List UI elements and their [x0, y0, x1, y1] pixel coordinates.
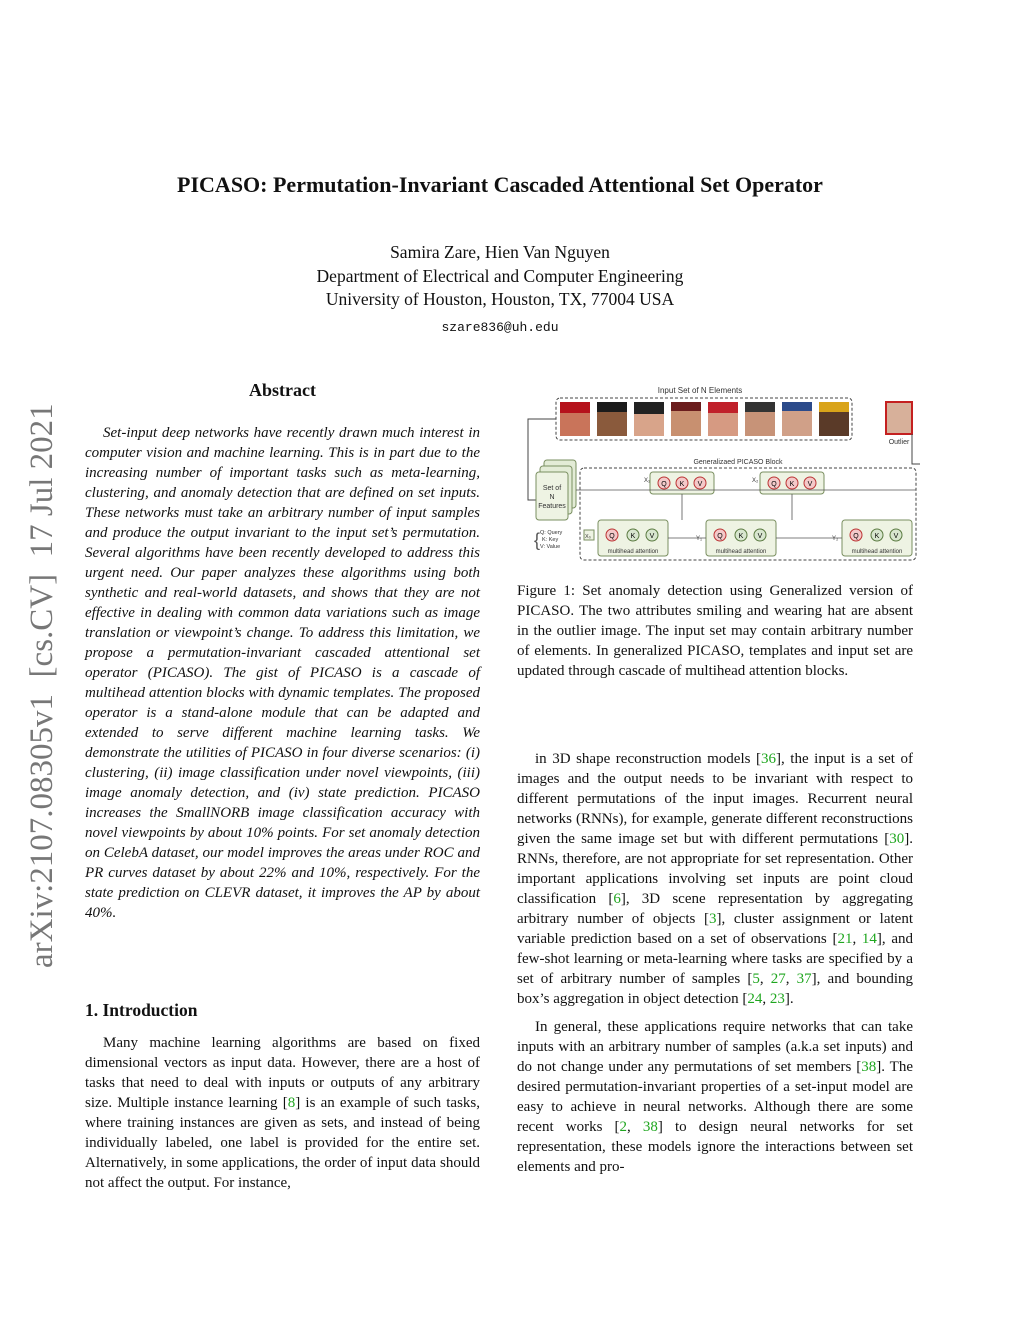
- text-segment: ]. The desired permutation-invariant properties of a set-input model are easy to achieve in neural networks. Although there are some recent works [: [517, 1059, 914, 1135]
- author-email[interactable]: szare836@uh.edu: [441, 319, 559, 335]
- svg-text:Q: Q: [771, 481, 777, 488]
- abstract-heading: Abstract: [249, 380, 316, 400]
- text-segment: ,: [759, 971, 771, 987]
- figure-1-caption: Figure 1: Set anomaly detection using Generalized version of PICASO. The two attributes smiling and wearing hat are absent in the outlier image. The input set may contain arbitrary number of elements. In generalized PICASO, templates and input set are updated through cascade of multihead attention blocks.: [517, 583, 913, 679]
- text-segment: In general, these applications require networks that can take inputs with an arbitrary number of samples (a.k.a set inputs) and do not change under any permutations of set members [: [517, 1019, 913, 1075]
- citation-link[interactable]: 30: [889, 831, 905, 847]
- text-segment: ,: [852, 931, 862, 947]
- citation-link[interactable]: 38: [861, 1059, 877, 1075]
- svg-text:K: K: [630, 533, 636, 540]
- intro-paragraph-1: Many machine learning algorithms are based on fixed dimensional vectors as input data. However, there are a host of tasks that need to deal with inputs or outputs of any arbitrary size. Multiple instance learning [8] is an example of such tasks, where training instances are given as sets, and instead of being individually labeled, one label is provided for the entire set. Alternatively, in some applications, the order of input data should not affect the output. For instance,: [85, 1035, 480, 1191]
- paper-title: PICASO: Permutation-Invariant Cascaded Attentional Set Operator: [177, 172, 823, 197]
- text-segment: ], 3D scene representation by aggregating arbitrary number of objects [: [517, 891, 913, 927]
- right-column-body: [517, 749, 913, 1185]
- svg-text:Q: Query: Q: Query: [540, 530, 563, 536]
- text-segment: ].: [784, 991, 794, 1007]
- template-attention-1: [644, 472, 714, 494]
- svg-text:multihead attention: multihead attention: [851, 549, 903, 555]
- svg-text:V: V: [757, 533, 763, 540]
- input-face-images: [560, 402, 849, 436]
- department: Department of Electrical and Computer Engineering: [316, 265, 684, 286]
- section-heading-introduction: 1. Introduction: [85, 1000, 198, 1020]
- generalized-block-label: Generalizaed PICASO Block: [693, 459, 783, 466]
- citation-link[interactable]: 27: [770, 971, 786, 987]
- svg-text:multihead attention: multihead attention: [607, 549, 659, 555]
- template-attention-2: [752, 472, 824, 494]
- text-segment: in 3D shape reconstruction models [: [535, 751, 762, 767]
- citation-link[interactable]: 23: [769, 991, 785, 1007]
- outlier-image: [886, 402, 912, 434]
- svg-text:Y₂: Y₂: [832, 536, 839, 542]
- svg-text:Features: Features: [538, 503, 566, 510]
- citation-link[interactable]: 6: [613, 891, 621, 907]
- svg-text:X₀: X₀: [585, 534, 591, 540]
- citation-link[interactable]: 37: [796, 971, 812, 987]
- svg-text:Y₁: Y₁: [696, 536, 703, 542]
- citation-link[interactable]: 8: [287, 1095, 296, 1111]
- svg-text:X₂: X₂: [752, 478, 759, 484]
- svg-text:{: {: [534, 530, 541, 550]
- multihead-attention-3: [832, 520, 912, 556]
- citation-link[interactable]: 24: [747, 991, 763, 1007]
- svg-text:K: K: [679, 481, 685, 488]
- citation-link[interactable]: 14: [861, 931, 877, 947]
- text-segment: ]. RNNs, therefore, are not appropriate for set representation. Other important applications involving set inputs are point cloud classification [: [517, 831, 913, 907]
- right-paragraph-1: [517, 749, 913, 1009]
- right-paragraph-2: [517, 1017, 913, 1177]
- arxiv-stamp: [8, 360, 70, 970]
- abstract-text: Set-input deep networks have recently drawn much interest in computer vision and machine learning. This is in part due to the increasing number of important tasks such as meta-learning, clustering, and anomaly detection that are defined on set inputs. These networks must take an arbitrary number of input samples and produce the output invariant to the input set’s permutation. Several algorithms have been recently developed to address this urgent need. Our paper analyzes these algorithms using both synthetic and real-world datasets, and shows that they are not effective in dealing with common data variations such as image translation or viewpoint’s change. To address this limitation, we propose a permutation-invariant cascaded attentional set operator (PICASO). The gist of PICASO is a cascade of multihead attention blocks with dynamic templates. The proposed operator is a stand-alone module that can be adapted and extended to serve different machine learning tasks. We demonstrate the utilities of PICASO in four diverse scenarios: (i) clustering, (ii) image classification under novel viewpoints, (iii) image anomaly detection, and (iv) state prediction. PICASO increases the SmallNORB image classification accuracy with novel viewpoints by about 10% points. For set anomaly detection on CelebA dataset, our model improves the areas under ROC and PR curves dataset by about 22% and 10%, respectively. For the state prediction on CLEVR dataset, it improves the AP by about 40%.: [85, 425, 480, 921]
- svg-text:multihead attention: multihead attention: [715, 549, 767, 555]
- svg-text:N: N: [549, 494, 555, 501]
- svg-text:K: Key: K: Key: [542, 537, 559, 543]
- svg-text:K: K: [738, 533, 744, 540]
- svg-text:K: K: [874, 533, 880, 540]
- multihead-attention-2: [696, 520, 776, 556]
- svg-text:Q: Q: [609, 533, 615, 540]
- text-segment: ], cluster assignment or latent variable prediction based on a set of observations [: [517, 911, 913, 947]
- text-segment: ], the input is a set of images and the output needs to be invariant with respect to different permutations of the input images. Recurrent neural networks (RNNs), for example, generate different reconstructions given the same image set but with different permutations [: [517, 751, 914, 847]
- svg-text:Q: Q: [853, 533, 859, 540]
- svg-text:V: V: [649, 533, 655, 540]
- arxiv-stamp-text: arXiv:2107.08305v1 [cs.CV] 17 Jul 2021: [24, 403, 60, 968]
- citation-link[interactable]: 38: [642, 1119, 658, 1135]
- abstract-body: [85, 423, 480, 931]
- svg-text:Q: Q: [661, 481, 667, 488]
- text-segment: ] to design neural networks for set representation, these models ignore the interactions between set elements and pro-: [517, 1119, 914, 1175]
- svg-text:Q: Q: [717, 533, 723, 540]
- text-segment: ], and few-shot learning or meta-learning where tasks are specified by a set of arbitrary number of samples [: [517, 931, 914, 987]
- university: University of Houston, Houston, TX, 77004 USA: [325, 289, 675, 309]
- svg-text:K: K: [789, 481, 795, 488]
- svg-text:V: V: [697, 481, 703, 488]
- svg-text:V: V: [807, 481, 813, 488]
- text-segment: ,: [762, 991, 770, 1007]
- svg-text:V: V: [893, 533, 899, 540]
- text-segment: ,: [785, 971, 797, 987]
- svg-text:V: Value: V: Value: [540, 544, 561, 550]
- introduction-body: [85, 1033, 480, 1201]
- citation-link[interactable]: 2: [619, 1119, 628, 1135]
- outlier-label: Outlier: [888, 439, 910, 446]
- citation-link[interactable]: 21: [837, 931, 853, 947]
- svg-text:Set of: Set of: [542, 485, 562, 492]
- multihead-attention-1: [598, 520, 668, 556]
- citation-link[interactable]: 36: [761, 751, 777, 767]
- citation-link[interactable]: 3: [708, 911, 717, 927]
- svg-text:X₁: X₁: [644, 478, 651, 484]
- figure-1-diagram: [520, 380, 920, 570]
- author-names: Samira Zare, Hien Van Nguyen: [390, 242, 610, 262]
- author-block: [0, 241, 1000, 339]
- text-segment: ], and bounding box’s aggregation in object detection [: [517, 971, 914, 1007]
- text-segment: ,: [627, 1119, 643, 1135]
- citation-link[interactable]: 5: [752, 971, 760, 987]
- input-set-label: Input Set of N Elements: [657, 386, 743, 395]
